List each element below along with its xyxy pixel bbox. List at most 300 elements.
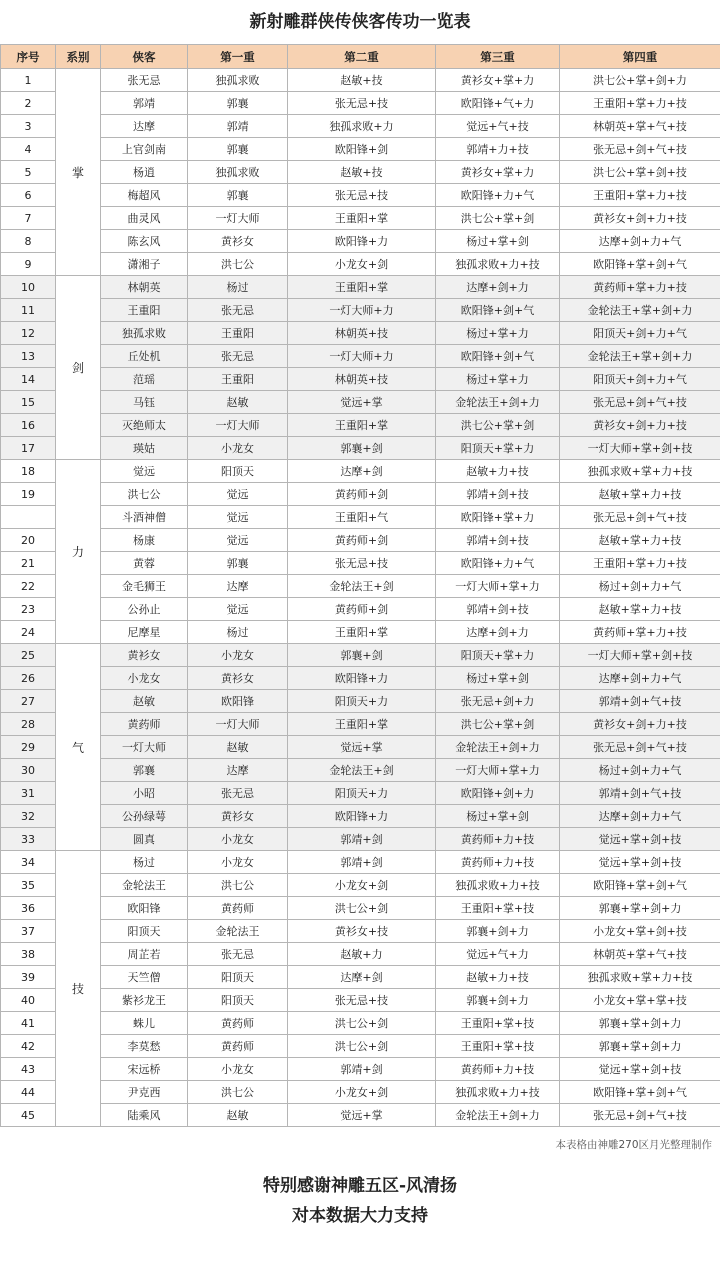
index-cell: 4 bbox=[1, 138, 56, 161]
level1-cell: 黄衫女 bbox=[188, 667, 288, 690]
hero-cell: 马钰 bbox=[101, 391, 188, 414]
level2-cell: 洪七公+剑 bbox=[288, 1035, 436, 1058]
index-cell: 35 bbox=[1, 874, 56, 897]
index-cell: 40 bbox=[1, 989, 56, 1012]
level3-cell: 欧阳锋+剑+气 bbox=[436, 299, 560, 322]
level2-cell: 赵敏+技 bbox=[288, 161, 436, 184]
level2-cell: 王重阳+掌 bbox=[288, 207, 436, 230]
table-row bbox=[1, 713, 720, 736]
level1-cell: 觉远 bbox=[188, 506, 288, 529]
level1-cell: 小龙女 bbox=[188, 851, 288, 874]
table-row bbox=[1, 345, 720, 368]
level1-cell: 黄衫女 bbox=[188, 805, 288, 828]
level3-cell: 达摩+剑+力 bbox=[436, 276, 560, 299]
hero-cell: 欧阳锋 bbox=[101, 897, 188, 920]
level4-cell: 王重阳+掌+力+技 bbox=[560, 184, 720, 207]
level1-cell: 张无忌 bbox=[188, 943, 288, 966]
table-row bbox=[1, 782, 720, 805]
table-row bbox=[1, 207, 720, 230]
level1-cell: 赵敏 bbox=[188, 736, 288, 759]
level3-cell: 阳顶天+掌+力 bbox=[436, 644, 560, 667]
level3-cell: 赵敏+力+技 bbox=[436, 966, 560, 989]
level1-cell: 阳顶天 bbox=[188, 460, 288, 483]
level3-cell: 杨过+掌+剑 bbox=[436, 230, 560, 253]
footer-note: 本表格由神雕270区月光整理制作 bbox=[555, 1139, 712, 1151]
index-cell: 24 bbox=[1, 621, 56, 644]
index-cell: 26 bbox=[1, 667, 56, 690]
hero-cell: 紫衫龙王 bbox=[101, 989, 188, 1012]
level2-cell: 欧阳锋+力 bbox=[288, 667, 436, 690]
level3-cell: 金轮法王+剑+力 bbox=[436, 1104, 560, 1127]
hero-cell: 郭靖 bbox=[101, 92, 188, 115]
thanks-line-2: 对本数据大力支持 bbox=[292, 1206, 428, 1226]
level4-cell: 欧阳锋+掌+剑+气 bbox=[560, 253, 720, 276]
level3-cell: 郭靖+剑+技 bbox=[436, 483, 560, 506]
level1-cell: 小龙女 bbox=[188, 644, 288, 667]
table-row bbox=[1, 989, 720, 1012]
level1-cell: 小龙女 bbox=[188, 437, 288, 460]
hero-cell: 上官剑南 bbox=[101, 138, 188, 161]
level2-cell: 金轮法王+剑 bbox=[288, 575, 436, 598]
index-cell: 11 bbox=[1, 299, 56, 322]
level3-cell: 郭靖+力+技 bbox=[436, 138, 560, 161]
level3-cell: 独孤求败+力+技 bbox=[436, 253, 560, 276]
index-cell: 5 bbox=[1, 161, 56, 184]
hero-cell: 黄蓉 bbox=[101, 552, 188, 575]
table-row bbox=[1, 506, 720, 529]
level3-cell: 郭襄+剑+力 bbox=[436, 989, 560, 1012]
table-row bbox=[1, 230, 720, 253]
table-row bbox=[1, 552, 720, 575]
level2-cell: 觉远+掌 bbox=[288, 1104, 436, 1127]
level1-cell: 赵敏 bbox=[188, 391, 288, 414]
table-row bbox=[1, 667, 720, 690]
thanks-message bbox=[0, 1171, 720, 1231]
index-cell: 38 bbox=[1, 943, 56, 966]
level4-cell: 独孤求败+掌+力+技 bbox=[560, 966, 720, 989]
hero-cell: 瑛姑 bbox=[101, 437, 188, 460]
level2-cell: 张无忌+技 bbox=[288, 184, 436, 207]
table-row bbox=[1, 575, 720, 598]
index-cell: 33 bbox=[1, 828, 56, 851]
level3-cell: 张无忌+剑+力 bbox=[436, 690, 560, 713]
level4-cell: 达摩+剑+力+气 bbox=[560, 230, 720, 253]
table-row bbox=[1, 138, 720, 161]
index-cell: 45 bbox=[1, 1104, 56, 1127]
hero-cell: 王重阳 bbox=[101, 299, 188, 322]
level4-cell: 觉远+掌+剑+技 bbox=[560, 851, 720, 874]
level4-cell: 赵敏+掌+力+技 bbox=[560, 598, 720, 621]
hero-cell: 周芷若 bbox=[101, 943, 188, 966]
hero-cell: 赵敏 bbox=[101, 690, 188, 713]
level1-cell: 阳顶天 bbox=[188, 966, 288, 989]
level1-cell: 赵敏 bbox=[188, 1104, 288, 1127]
level3-cell: 达摩+剑+力 bbox=[436, 621, 560, 644]
level2-cell: 欧阳锋+力 bbox=[288, 230, 436, 253]
level3-cell: 觉远+气+力 bbox=[436, 943, 560, 966]
level2-cell: 黄药师+剑 bbox=[288, 483, 436, 506]
index-cell: 14 bbox=[1, 368, 56, 391]
level4-cell: 郭襄+掌+剑+力 bbox=[560, 1012, 720, 1035]
level3-cell: 杨过+掌+剑 bbox=[436, 805, 560, 828]
level2-cell: 欧阳锋+力 bbox=[288, 805, 436, 828]
level3-cell: 阳顶天+掌+力 bbox=[436, 437, 560, 460]
level2-cell: 林朝英+技 bbox=[288, 322, 436, 345]
index-cell: 22 bbox=[1, 575, 56, 598]
table-row bbox=[1, 690, 720, 713]
hero-cell: 蛛儿 bbox=[101, 1012, 188, 1035]
level2-cell: 阳顶天+力 bbox=[288, 690, 436, 713]
level4-cell: 黄药师+掌+力+技 bbox=[560, 276, 720, 299]
level2-cell: 郭靖+剑 bbox=[288, 1058, 436, 1081]
index-cell: 41 bbox=[1, 1012, 56, 1035]
index-cell: 29 bbox=[1, 736, 56, 759]
level4-cell: 张无忌+剑+气+技 bbox=[560, 506, 720, 529]
index-cell: 34 bbox=[1, 851, 56, 874]
level3-cell: 郭襄+剑+力 bbox=[436, 920, 560, 943]
level3-cell: 独孤求败+力+技 bbox=[436, 874, 560, 897]
col-header-hero: 侠客 bbox=[101, 45, 188, 69]
level3-cell: 欧阳锋+剑+气 bbox=[436, 345, 560, 368]
level2-cell: 阳顶天+力 bbox=[288, 782, 436, 805]
level3-cell: 欧阳锋+力+气 bbox=[436, 552, 560, 575]
level1-cell: 黄药师 bbox=[188, 1035, 288, 1058]
level2-cell: 达摩+剑 bbox=[288, 966, 436, 989]
level2-cell: 王重阳+掌 bbox=[288, 713, 436, 736]
level3-cell: 欧阳锋+气+力 bbox=[436, 92, 560, 115]
level2-cell: 觉远+掌 bbox=[288, 736, 436, 759]
index-cell: 15 bbox=[1, 391, 56, 414]
table-row bbox=[1, 437, 720, 460]
hero-cell: 黄药师 bbox=[101, 713, 188, 736]
hero-cell: 洪七公 bbox=[101, 483, 188, 506]
level2-cell: 赵敏+力 bbox=[288, 943, 436, 966]
hero-cell: 觉远 bbox=[101, 460, 188, 483]
hero-cell: 李莫愁 bbox=[101, 1035, 188, 1058]
level4-cell: 张无忌+剑+气+技 bbox=[560, 391, 720, 414]
level3-cell: 赵敏+力+技 bbox=[436, 460, 560, 483]
level4-cell: 独孤求败+掌+力+技 bbox=[560, 460, 720, 483]
level2-cell: 张无忌+技 bbox=[288, 552, 436, 575]
level2-cell: 林朝英+技 bbox=[288, 368, 436, 391]
index-cell: 39 bbox=[1, 966, 56, 989]
table-row bbox=[1, 253, 720, 276]
level3-cell: 欧阳锋+掌+力 bbox=[436, 506, 560, 529]
level1-cell: 杨过 bbox=[188, 621, 288, 644]
level3-cell: 杨过+掌+剑 bbox=[436, 667, 560, 690]
index-cell: 17 bbox=[1, 437, 56, 460]
level4-cell: 杨过+剑+力+气 bbox=[560, 575, 720, 598]
index-cell: 1 bbox=[1, 69, 56, 92]
table-row bbox=[1, 897, 720, 920]
level1-cell: 洪七公 bbox=[188, 253, 288, 276]
hero-cell: 一灯大师 bbox=[101, 736, 188, 759]
level2-cell: 黄衫女+技 bbox=[288, 920, 436, 943]
index-cell: 2 bbox=[1, 92, 56, 115]
level1-cell: 独孤求败 bbox=[188, 69, 288, 92]
level4-cell: 阳顶天+剑+力+气 bbox=[560, 322, 720, 345]
system-cell: 剑 bbox=[56, 276, 101, 460]
level3-cell: 洪七公+掌+剑 bbox=[436, 713, 560, 736]
hero-cell: 金轮法王 bbox=[101, 874, 188, 897]
table-row bbox=[1, 529, 720, 552]
col-header-level2: 第二重 bbox=[288, 45, 436, 69]
level4-cell: 黄衫女+剑+力+技 bbox=[560, 414, 720, 437]
level2-cell: 赵敏+技 bbox=[288, 69, 436, 92]
level3-cell: 金轮法王+剑+力 bbox=[436, 391, 560, 414]
index-cell: 18 bbox=[1, 460, 56, 483]
index-cell: 10 bbox=[1, 276, 56, 299]
level1-cell: 独孤求败 bbox=[188, 161, 288, 184]
page-title: 新射雕群侠传侠客传功一览表 bbox=[249, 12, 471, 32]
hero-cell: 杨康 bbox=[101, 529, 188, 552]
table-row bbox=[1, 368, 720, 391]
table-row bbox=[1, 966, 720, 989]
level2-cell: 欧阳锋+剑 bbox=[288, 138, 436, 161]
level1-cell: 小龙女 bbox=[188, 828, 288, 851]
level4-cell: 觉远+掌+剑+技 bbox=[560, 828, 720, 851]
level4-cell: 郭靖+剑+气+技 bbox=[560, 782, 720, 805]
level3-cell: 黄药师+力+技 bbox=[436, 851, 560, 874]
level1-cell: 一灯大师 bbox=[188, 414, 288, 437]
index-cell: 13 bbox=[1, 345, 56, 368]
system-cell: 气 bbox=[56, 644, 101, 851]
level3-cell: 黄药师+力+技 bbox=[436, 828, 560, 851]
index-cell: 3 bbox=[1, 115, 56, 138]
level3-cell: 杨过+掌+力 bbox=[436, 322, 560, 345]
level4-cell: 郭襄+掌+剑+力 bbox=[560, 1035, 720, 1058]
skill-transfer-table bbox=[0, 44, 720, 1127]
level1-cell: 一灯大师 bbox=[188, 713, 288, 736]
level1-cell: 金轮法王 bbox=[188, 920, 288, 943]
hero-cell: 尼摩星 bbox=[101, 621, 188, 644]
level3-cell: 黄衫女+掌+力 bbox=[436, 69, 560, 92]
col-header-level4: 第四重 bbox=[560, 45, 720, 69]
table-row bbox=[1, 1035, 720, 1058]
level4-cell: 达摩+剑+力+气 bbox=[560, 805, 720, 828]
level3-cell: 欧阳锋+剑+力 bbox=[436, 782, 560, 805]
index-cell: 23 bbox=[1, 598, 56, 621]
index-cell: 36 bbox=[1, 897, 56, 920]
hero-cell: 黄衫女 bbox=[101, 644, 188, 667]
hero-cell: 林朝英 bbox=[101, 276, 188, 299]
level3-cell: 王重阳+掌+技 bbox=[436, 897, 560, 920]
level4-cell: 一灯大师+掌+剑+技 bbox=[560, 644, 720, 667]
table-row bbox=[1, 759, 720, 782]
level4-cell: 赵敏+掌+力+技 bbox=[560, 529, 720, 552]
hero-cell: 阳顶天 bbox=[101, 920, 188, 943]
index-cell: 20 bbox=[1, 529, 56, 552]
hero-cell: 公孙绿萼 bbox=[101, 805, 188, 828]
level2-cell: 郭襄+剑 bbox=[288, 437, 436, 460]
table-row bbox=[1, 920, 720, 943]
level2-cell: 黄药师+剑 bbox=[288, 598, 436, 621]
hero-cell: 圆真 bbox=[101, 828, 188, 851]
level1-cell: 黄衫女 bbox=[188, 230, 288, 253]
level1-cell: 洪七公 bbox=[188, 874, 288, 897]
hero-cell: 张无忌 bbox=[101, 69, 188, 92]
level2-cell: 小龙女+剑 bbox=[288, 253, 436, 276]
level3-cell: 金轮法王+剑+力 bbox=[436, 736, 560, 759]
col-header-level3: 第三重 bbox=[436, 45, 560, 69]
index-cell: 8 bbox=[1, 230, 56, 253]
hero-cell: 独孤求败 bbox=[101, 322, 188, 345]
table-row bbox=[1, 69, 720, 92]
level3-cell: 王重阳+掌+技 bbox=[436, 1012, 560, 1035]
index-cell: 42 bbox=[1, 1035, 56, 1058]
system-cell: 掌 bbox=[56, 69, 101, 276]
level3-cell: 欧阳锋+力+气 bbox=[436, 184, 560, 207]
level4-cell: 张无忌+剑+气+技 bbox=[560, 138, 720, 161]
hero-cell: 郭襄 bbox=[101, 759, 188, 782]
level1-cell: 王重阳 bbox=[188, 368, 288, 391]
level1-cell: 一灯大师 bbox=[188, 207, 288, 230]
index-cell bbox=[1, 506, 56, 529]
table-row bbox=[1, 391, 720, 414]
level2-cell: 一灯大师+力 bbox=[288, 299, 436, 322]
level1-cell: 黄药师 bbox=[188, 897, 288, 920]
level1-cell: 郭襄 bbox=[188, 184, 288, 207]
table-row bbox=[1, 874, 720, 897]
level4-cell: 阳顶天+剑+力+气 bbox=[560, 368, 720, 391]
level1-cell: 杨过 bbox=[188, 276, 288, 299]
level1-cell: 达摩 bbox=[188, 759, 288, 782]
level4-cell: 达摩+剑+力+气 bbox=[560, 667, 720, 690]
level4-cell: 一灯大师+掌+剑+技 bbox=[560, 437, 720, 460]
level3-cell: 黄药师+力+技 bbox=[436, 1058, 560, 1081]
index-cell: 28 bbox=[1, 713, 56, 736]
index-cell: 9 bbox=[1, 253, 56, 276]
level1-cell: 达摩 bbox=[188, 575, 288, 598]
level4-cell: 杨过+剑+力+气 bbox=[560, 759, 720, 782]
level1-cell: 张无忌 bbox=[188, 345, 288, 368]
level4-cell: 金轮法王+掌+剑+力 bbox=[560, 299, 720, 322]
table-row bbox=[1, 92, 720, 115]
level1-cell: 欧阳锋 bbox=[188, 690, 288, 713]
index-cell: 32 bbox=[1, 805, 56, 828]
level4-cell: 郭襄+掌+剑+力 bbox=[560, 897, 720, 920]
level3-cell: 王重阳+掌+技 bbox=[436, 1035, 560, 1058]
level4-cell: 林朝英+掌+气+技 bbox=[560, 115, 720, 138]
table-row bbox=[1, 851, 720, 874]
table-row bbox=[1, 621, 720, 644]
hero-cell: 天竺僧 bbox=[101, 966, 188, 989]
hero-cell: 丘处机 bbox=[101, 345, 188, 368]
level4-cell: 金轮法王+掌+剑+力 bbox=[560, 345, 720, 368]
hero-cell: 公孙止 bbox=[101, 598, 188, 621]
table-row bbox=[1, 644, 720, 667]
level3-cell: 郭靖+剑+技 bbox=[436, 529, 560, 552]
level2-cell: 郭襄+剑 bbox=[288, 644, 436, 667]
level4-cell: 小龙女+掌+掌+技 bbox=[560, 989, 720, 1012]
level1-cell: 洪七公 bbox=[188, 1081, 288, 1104]
hero-cell: 梅超风 bbox=[101, 184, 188, 207]
level4-cell: 王重阳+掌+力+技 bbox=[560, 552, 720, 575]
table-row bbox=[1, 943, 720, 966]
level1-cell: 郭靖 bbox=[188, 115, 288, 138]
table-body bbox=[1, 69, 720, 1127]
thanks-line-1: 特别感谢神雕五区-风清扬 bbox=[262, 1176, 458, 1196]
index-cell: 6 bbox=[1, 184, 56, 207]
level4-cell: 黄衫女+剑+力+技 bbox=[560, 713, 720, 736]
level4-cell: 黄衫女+剑+力+技 bbox=[560, 207, 720, 230]
table-row bbox=[1, 1012, 720, 1035]
level1-cell: 郭襄 bbox=[188, 552, 288, 575]
level2-cell: 觉远+掌 bbox=[288, 391, 436, 414]
table-row bbox=[1, 736, 720, 759]
hero-cell: 斗酒神僧 bbox=[101, 506, 188, 529]
index-cell: 43 bbox=[1, 1058, 56, 1081]
table-row bbox=[1, 184, 720, 207]
level4-cell: 张无忌+剑+气+技 bbox=[560, 1104, 720, 1127]
level1-cell: 郭襄 bbox=[188, 138, 288, 161]
level1-cell: 张无忌 bbox=[188, 299, 288, 322]
level4-cell: 欧阳锋+掌+剑+气 bbox=[560, 874, 720, 897]
level1-cell: 郭襄 bbox=[188, 92, 288, 115]
index-cell: 37 bbox=[1, 920, 56, 943]
level1-cell: 觉远 bbox=[188, 483, 288, 506]
index-cell: 21 bbox=[1, 552, 56, 575]
level3-cell: 洪七公+掌+剑 bbox=[436, 207, 560, 230]
hero-cell: 陈玄风 bbox=[101, 230, 188, 253]
system-cell: 力 bbox=[56, 460, 101, 644]
level4-cell: 觉远+掌+剑+技 bbox=[560, 1058, 720, 1081]
system-cell: 技 bbox=[56, 851, 101, 1127]
level3-cell: 觉远+气+技 bbox=[436, 115, 560, 138]
level4-cell: 王重阳+掌+力+技 bbox=[560, 92, 720, 115]
level2-cell: 小龙女+剑 bbox=[288, 874, 436, 897]
table-row bbox=[1, 414, 720, 437]
hero-cell: 杨过 bbox=[101, 851, 188, 874]
table-row bbox=[1, 828, 720, 851]
hero-cell: 陆乘风 bbox=[101, 1104, 188, 1127]
index-cell: 25 bbox=[1, 644, 56, 667]
level2-cell: 郭靖+剑 bbox=[288, 851, 436, 874]
level2-cell: 张无忌+技 bbox=[288, 989, 436, 1012]
level1-cell: 小龙女 bbox=[188, 1058, 288, 1081]
table-row bbox=[1, 299, 720, 322]
hero-cell: 范瑶 bbox=[101, 368, 188, 391]
level2-cell: 独孤求败+力 bbox=[288, 115, 436, 138]
table-row bbox=[1, 598, 720, 621]
level2-cell: 郭靖+剑 bbox=[288, 828, 436, 851]
table-row bbox=[1, 322, 720, 345]
hero-cell: 小昭 bbox=[101, 782, 188, 805]
level4-cell: 郭靖+剑+气+技 bbox=[560, 690, 720, 713]
index-cell: 31 bbox=[1, 782, 56, 805]
hero-cell: 达摩 bbox=[101, 115, 188, 138]
col-header-level1: 第一重 bbox=[188, 45, 288, 69]
level4-cell: 欧阳锋+掌+剑+气 bbox=[560, 1081, 720, 1104]
level4-cell: 林朝英+掌+气+技 bbox=[560, 943, 720, 966]
level2-cell: 张无忌+技 bbox=[288, 92, 436, 115]
level1-cell: 觉远 bbox=[188, 598, 288, 621]
level4-cell: 洪七公+掌+剑+力 bbox=[560, 69, 720, 92]
level1-cell: 王重阳 bbox=[188, 322, 288, 345]
table-row bbox=[1, 1104, 720, 1127]
index-cell: 16 bbox=[1, 414, 56, 437]
level2-cell: 王重阳+掌 bbox=[288, 276, 436, 299]
level4-cell: 洪七公+掌+剑+技 bbox=[560, 161, 720, 184]
col-header-system: 系别 bbox=[56, 45, 101, 69]
level2-cell: 王重阳+掌 bbox=[288, 414, 436, 437]
level3-cell: 一灯大师+掌+力 bbox=[436, 575, 560, 598]
level3-cell: 一灯大师+掌+力 bbox=[436, 759, 560, 782]
level4-cell: 小龙女+掌+剑+技 bbox=[560, 920, 720, 943]
hero-cell: 宋远桥 bbox=[101, 1058, 188, 1081]
level4-cell: 赵敏+掌+力+技 bbox=[560, 483, 720, 506]
table-row bbox=[1, 483, 720, 506]
